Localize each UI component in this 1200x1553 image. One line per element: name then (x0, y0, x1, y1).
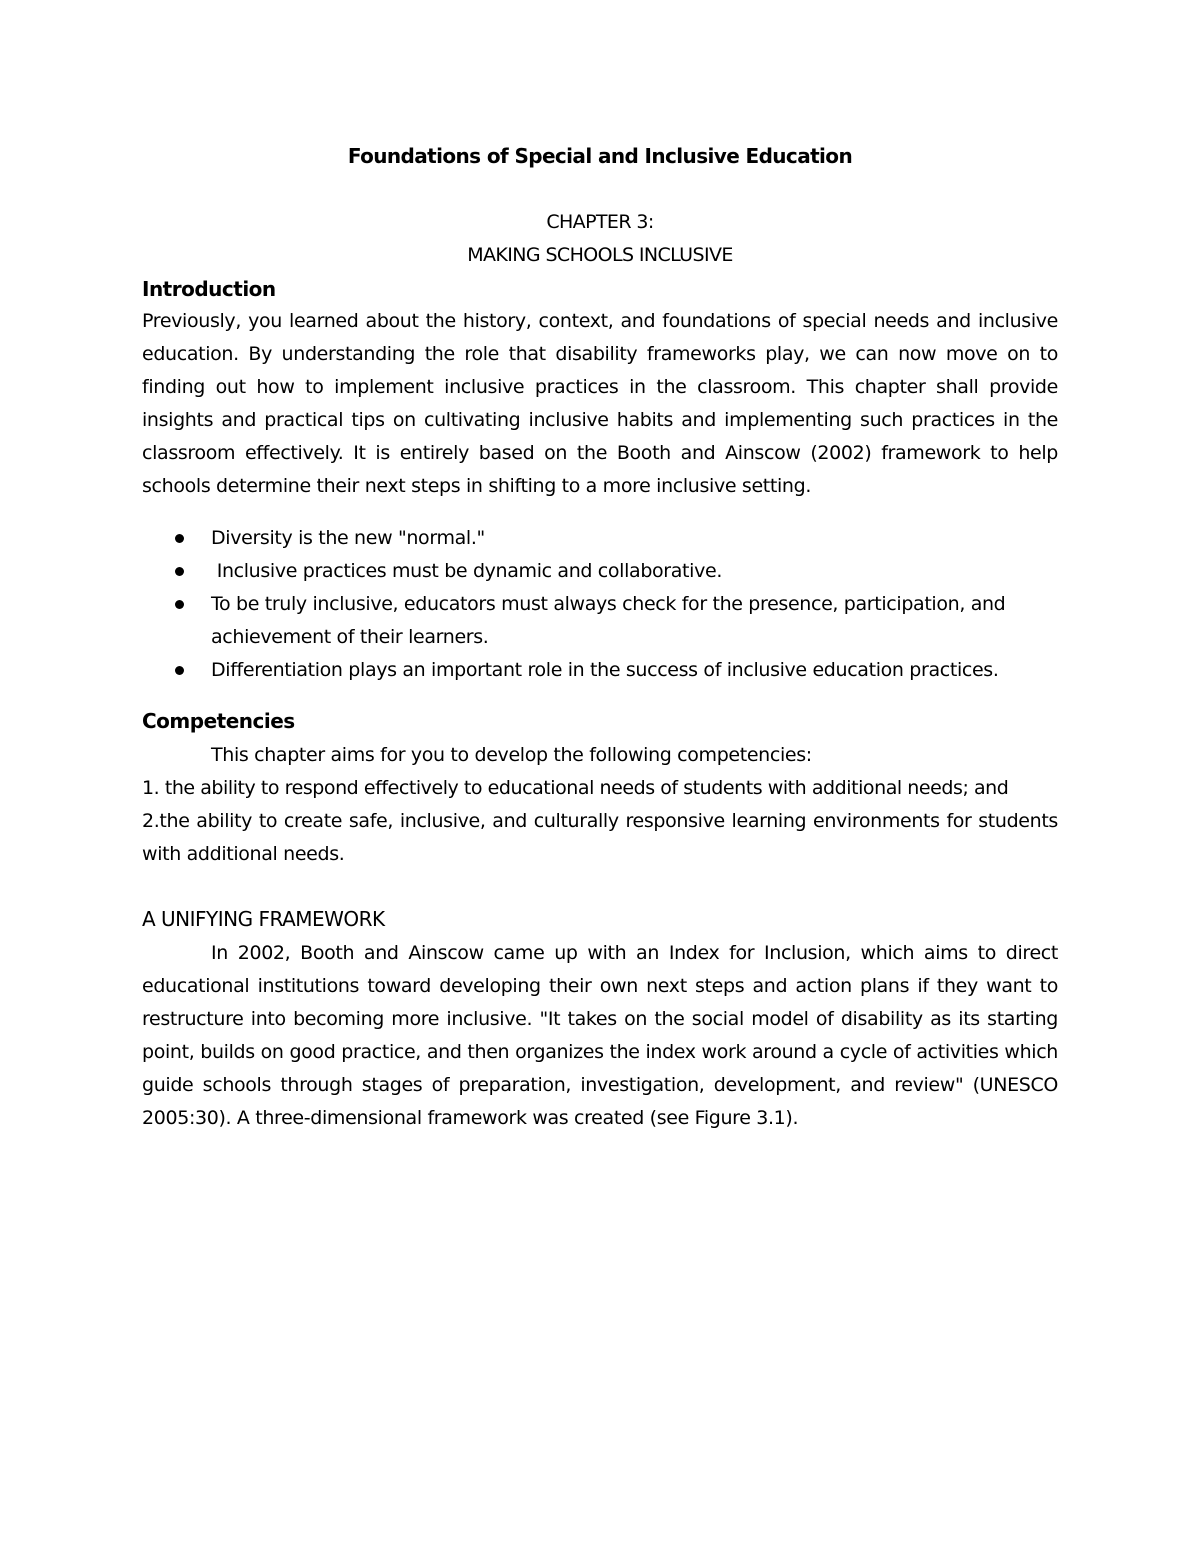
list-item (142, 555, 1058, 588)
list-item-text: Diversity is the new "normal." (211, 527, 485, 549)
competencies-intro: This chapter aims for you to develop the following competencies: (211, 744, 812, 766)
chapter-title: MAKING SCHOOLS INCLUSIVE (467, 244, 733, 266)
competencies-heading: Competencies (142, 709, 295, 733)
list-item-text: Inclusive practices must be dynamic and collaborative. (211, 560, 723, 582)
bullet-icon (175, 666, 184, 675)
document-title: Foundations of Special and Inclusive Education (347, 144, 853, 168)
competency-item: 1. the ability to respond effectively to educational needs of students with additional needs; and (142, 777, 1009, 799)
list-item (142, 522, 1058, 555)
bullet-icon (175, 567, 184, 576)
list-item-text: Differentiation plays an important role in the success of inclusive education practices. (211, 659, 999, 681)
framework-heading: A UNIFYING FRAMEWORK (142, 907, 385, 931)
introduction-paragraph: Previously, you learned about the history, context, and foundations of special needs and inclusive education. By understanding the role that disability frameworks play, we can now move on to finding out how to implement inclusive practices in the classroom. This chapter shall provide insights and practical tips on cultivating inclusive habits and implementing such practices in the classroom effectively. It is entirely based on the Booth and Ainscow (2002) framework to help schools determine their next steps in shifting to a more inclusive setting. (142, 310, 1058, 497)
framework-paragraph: In 2002, Booth and Ainscow came up with an Index for Inclusion, which aims to direct educational institutions toward developing their own next steps and action plans if they want to restructure into becoming more inclusive. "It takes on the social model of disability as its starting point, builds on good practice, and then organizes the index work around a cycle of activities which guide schools through stages of preparation, investigation, development, and review" (UNESCO 2005:30). A three-dimensional framework was created (see Figure 3.1). (142, 942, 1058, 1129)
list-item (142, 588, 1058, 654)
list-item-text: To be truly inclusive, educators must always check for the presence, participation, and achievement of their learners. (211, 593, 1006, 648)
chapter-label: CHAPTER 3: (546, 211, 654, 233)
bullet-icon (175, 600, 184, 609)
key-points-list (142, 522, 1058, 687)
introduction-heading: Introduction (142, 277, 276, 301)
competency-item: 2.the ability to create safe, inclusive, and culturally responsive learning environments for students with additional needs. (142, 810, 1058, 865)
list-item (142, 654, 1058, 687)
bullet-icon (175, 534, 184, 543)
